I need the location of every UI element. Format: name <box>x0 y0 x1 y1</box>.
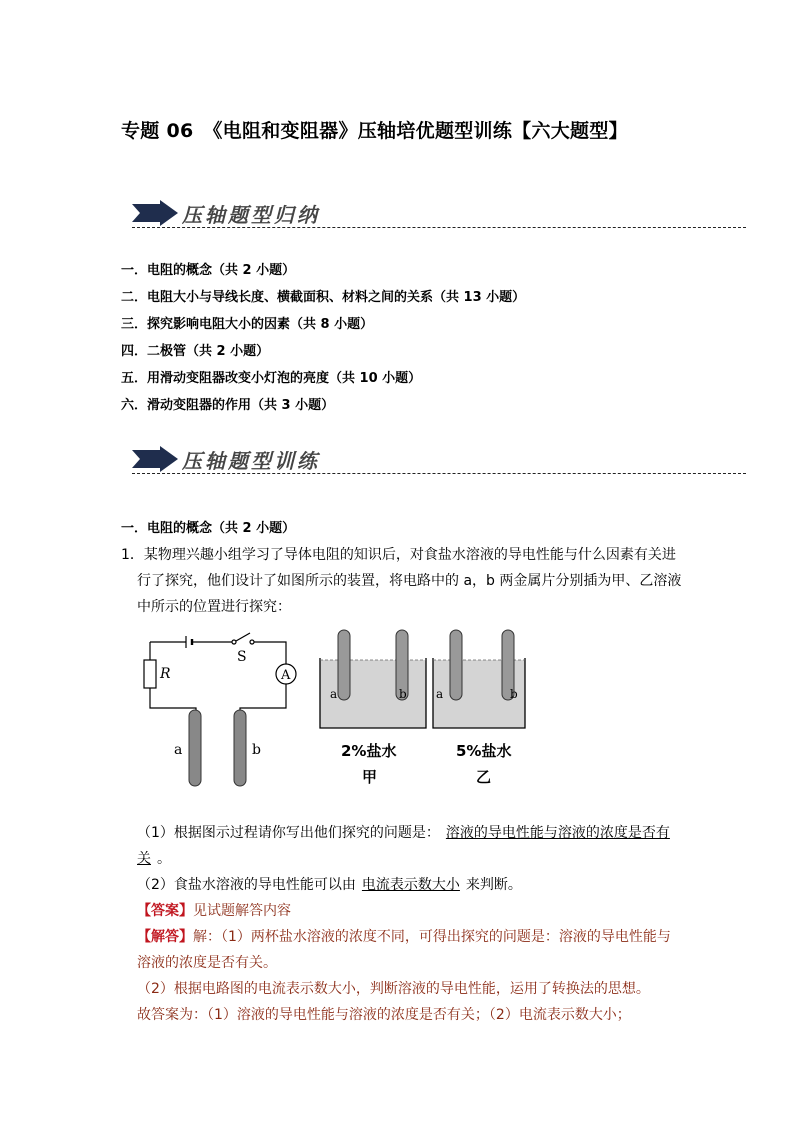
toc-item[interactable]: 二．电阻大小与导线长度、横截面积、材料之间的关系（共 13 小题） <box>121 290 526 305</box>
banner-title: 压轴题型归纳 <box>182 203 320 227</box>
sub-question-1: （1）根据图示过程请你写出他们探究的问题是： 溶液的导电性能与溶液的浓度是否有 <box>121 820 681 846</box>
beaker-yi <box>433 630 525 728</box>
svg-text:b: b <box>399 687 407 701</box>
electrode-a-label: a <box>174 742 183 758</box>
beaker-yi-name: 乙 <box>476 768 492 786</box>
beaker-jia <box>320 630 426 728</box>
analysis-line: 故答案为：（1）溶液的导电性能与溶液的浓度是否有关；（2）电流表示数大小； <box>137 1007 631 1023</box>
section-banner-training <box>132 442 746 476</box>
toc-item[interactable]: 六．滑动变阻器的作用（共 3 小题） <box>121 398 335 413</box>
answer-blank: 溶液的导电性能与溶液的浓度是否有 <box>445 825 670 841</box>
electrode-b-label: b <box>252 742 261 758</box>
ammeter-label: A <box>281 668 291 683</box>
svg-text:a: a <box>436 687 444 701</box>
divider <box>132 227 746 228</box>
section-banner-summary <box>132 196 746 230</box>
sub-questions <box>121 820 681 1028</box>
toc-item[interactable]: 三．探究影响电阻大小的因素（共 8 小题） <box>121 317 374 332</box>
beaker-jia-label: 2%盐水 <box>341 742 397 760</box>
toc-item[interactable]: 一．电阻的概念（共 2 小题） <box>121 263 296 278</box>
section-heading: 一．电阻的概念（共 2 小题） <box>121 521 296 536</box>
analysis-line: 溶液的浓度是否有关。 <box>137 955 277 971</box>
switch-label: S <box>237 649 247 665</box>
sub-question-1-cont: 关 。 <box>137 851 171 867</box>
answer-line: 【答案】见试题解答内容 <box>137 903 291 919</box>
toc-item[interactable]: 五．用滑动变阻器改变小灯泡的亮度（共 10 小题） <box>121 371 422 386</box>
svg-text:a: a <box>330 687 338 701</box>
answer-blank: 关 <box>137 851 151 867</box>
resistor-label: R <box>160 666 171 682</box>
beaker-jia-name: 甲 <box>362 768 378 786</box>
page-title: 专题 06 《电阻和变阻器》压轴培优题型训练【六大题型】 <box>121 120 628 142</box>
divider <box>132 473 746 474</box>
answer-blank: 电流表示数大小 <box>361 877 460 893</box>
arrow-icon <box>132 200 178 226</box>
analysis-line: （2）根据电路图的电流表示数大小，判断溶液的导电性能，运用了转换法的思想。 <box>137 981 650 997</box>
question-text <box>121 542 681 620</box>
beaker-yi-label: 5%盐水 <box>456 742 512 760</box>
question-line: 行了探究，他们设计了如图所示的装置，将电路中的 a，b 两金属片分别插为甲、乙溶液 <box>137 573 682 589</box>
arrow-icon <box>132 446 178 472</box>
experiment-figure <box>136 628 531 792</box>
question-line: 中所示的位置进行探究： <box>137 599 291 615</box>
toc-list <box>121 262 681 424</box>
sub-question-2: （2）食盐水溶液的导电性能可以由 电流表示数大小 来判断。 <box>137 877 522 893</box>
analysis-line: 【解答】解：（1）两杯盐水溶液的浓度不同，可得出探究的问题是：溶液的导电性能与 <box>137 929 671 945</box>
toc-item[interactable]: 四．二极管（共 2 小题） <box>121 344 270 359</box>
svg-text:b: b <box>510 687 518 701</box>
question-line: 1．某物理兴趣小组学习了导体电阻的知识后，对食盐水溶液的导电性能与什么因素有关进 <box>121 547 676 563</box>
banner-title: 压轴题型训练 <box>182 449 320 473</box>
